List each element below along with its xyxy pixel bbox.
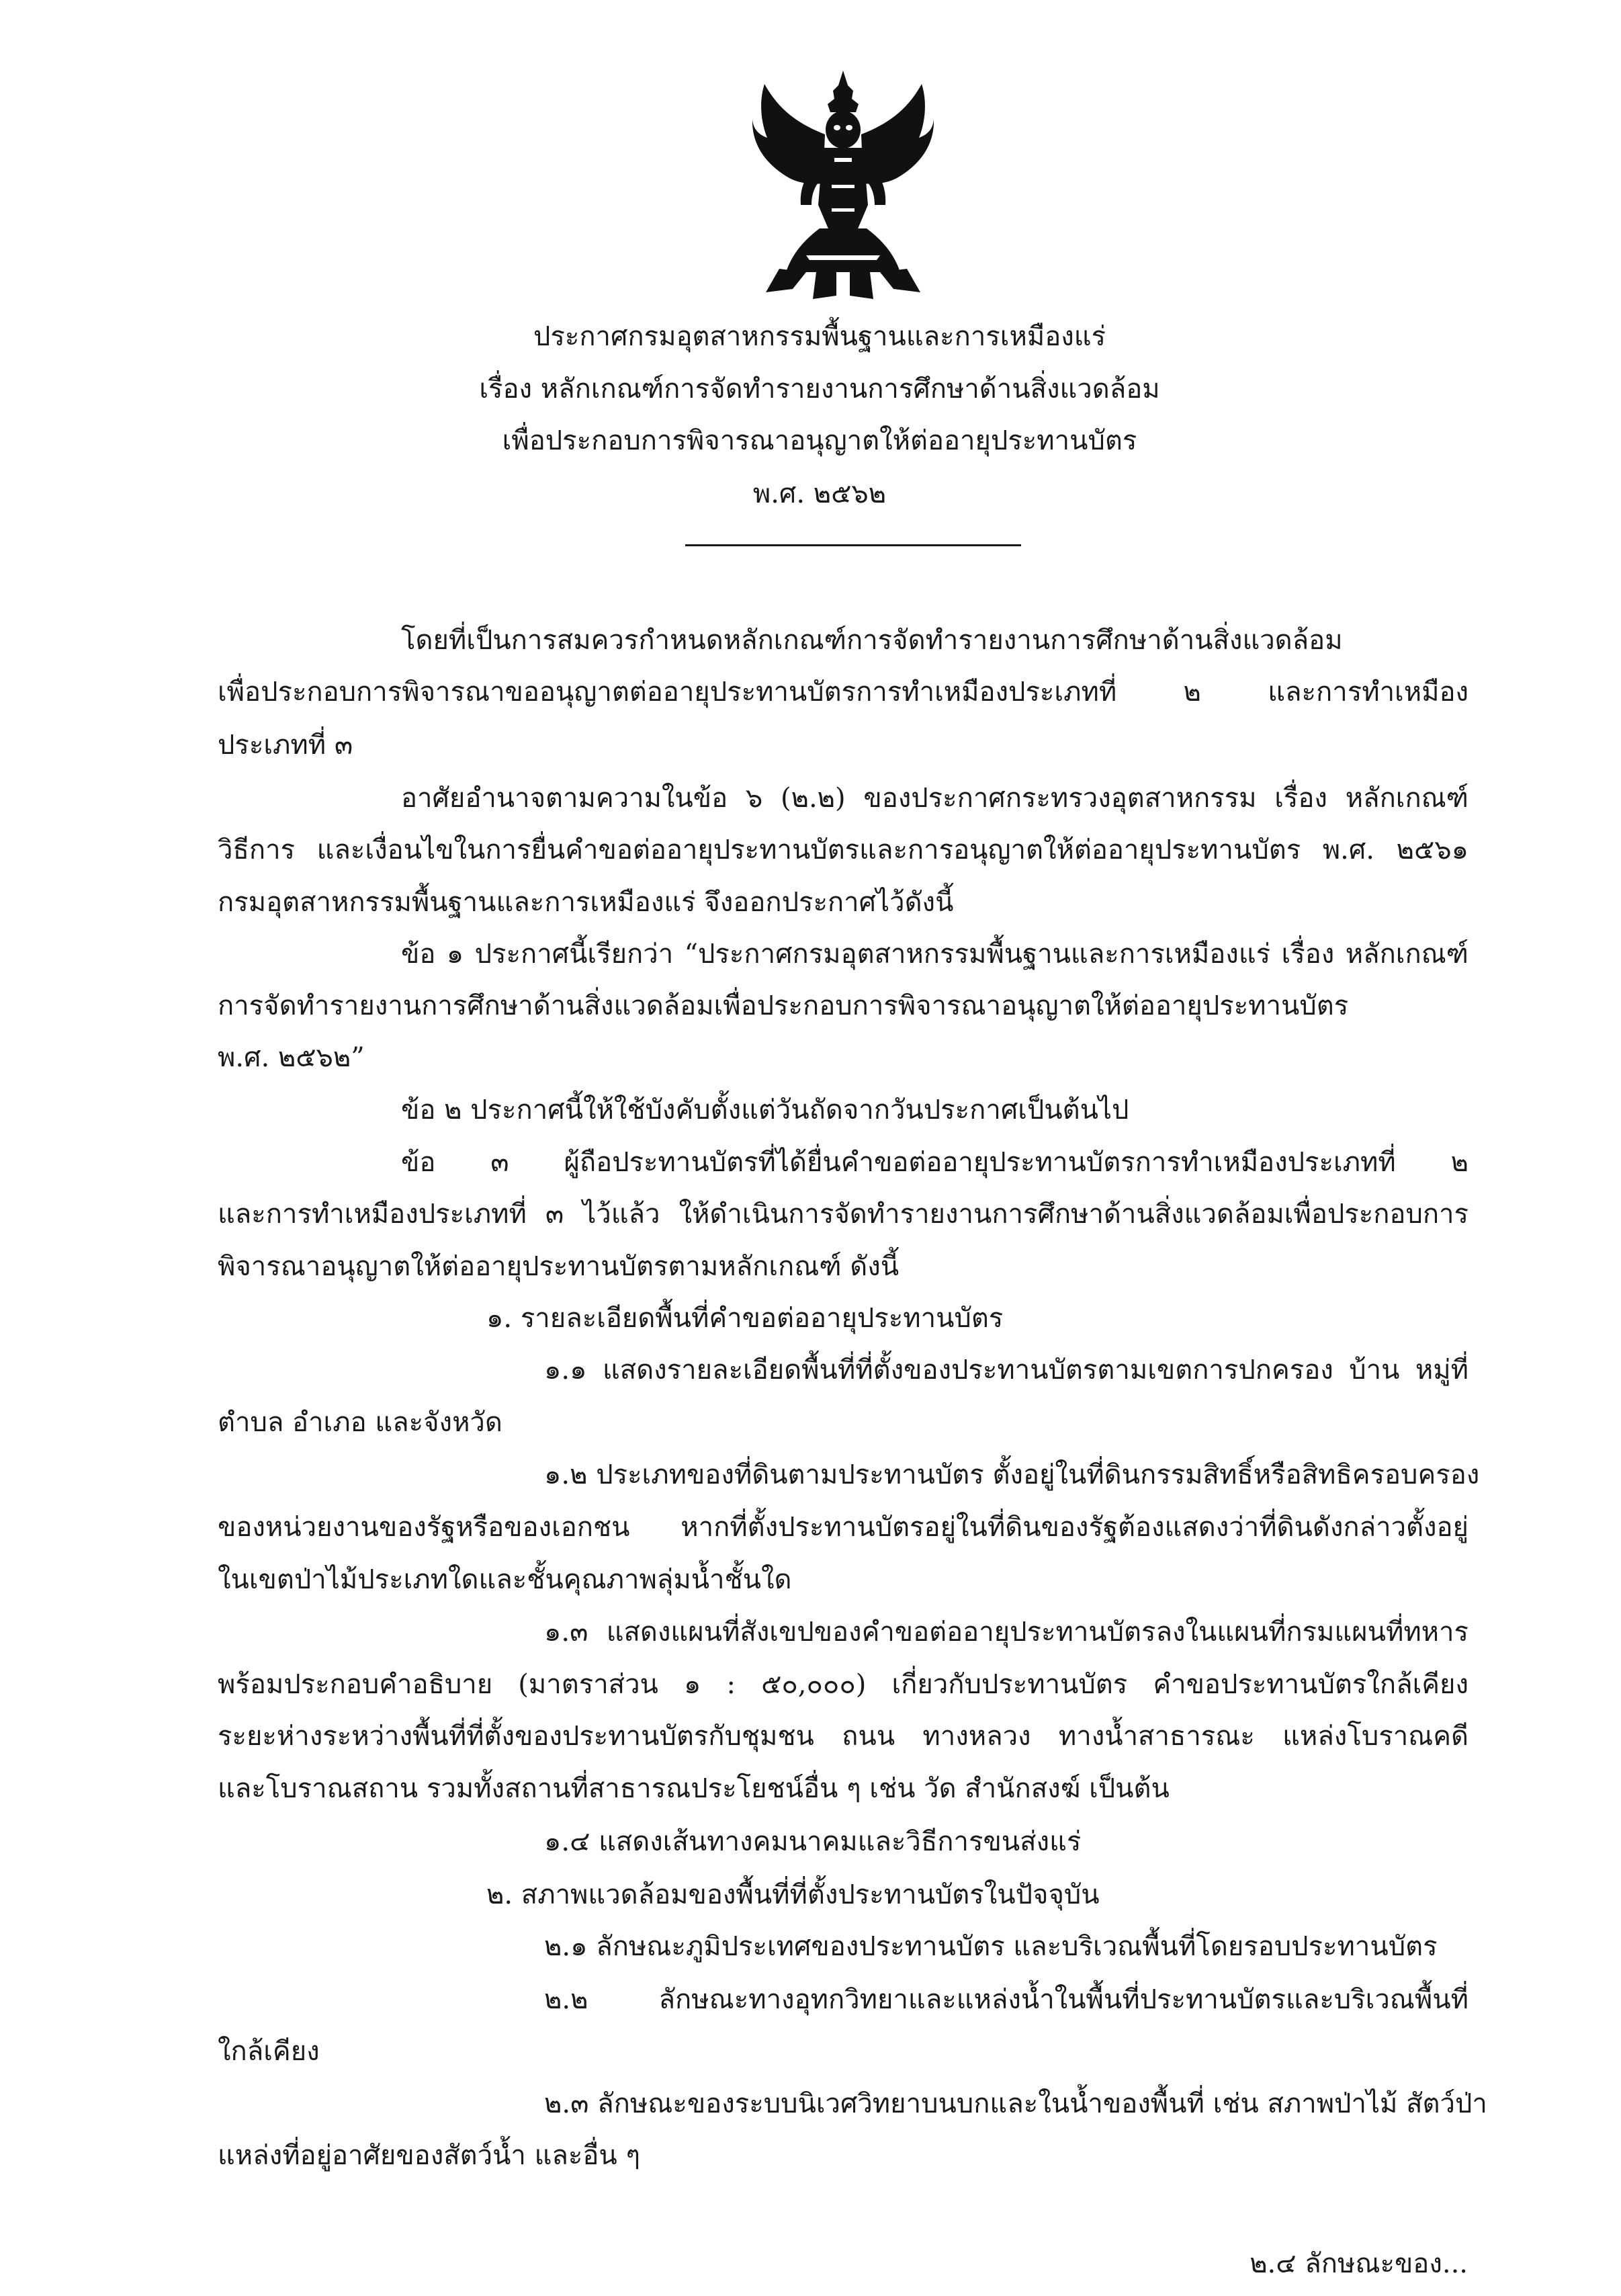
item-1-1: ๑.๑ แสดงรายละเอียดพื้นที่ที่ตั้งของประทานบัตรตามเขตการปกครอง บ้าน หมู่ที่ — [544, 1355, 1469, 1386]
announcement-year: พ.ศ. ๒๕๖๒ — [752, 478, 887, 509]
body-line: พ.ศ. ๒๕๖๒” — [218, 1042, 365, 1073]
body-line: และการทำเหมืองประเภทที่ ๓ ไว้แล้ว ให้ดำเนินการจัดทำรายงานการศึกษาด้านสิ่งแวดล้อมเพื่อประกอบการ — [218, 1199, 1469, 1230]
body-line: ของหน่วยงานของรัฐหรือของเอกชน หากที่ตั้งประทานบัตรอยู่ในที่ดินของรัฐต้องแสดงว่าที่ดินดังกล่าวตั้งอยู่ — [218, 1512, 1469, 1543]
body-line: ประเภทที่ ๓ — [218, 730, 353, 761]
announcement-subject: เรื่อง หลักเกณฑ์การจัดทำรายงานการศึกษาด้านสิ่งแวดล้อม — [479, 374, 1160, 405]
body-line: แหล่งที่อยู่อาศัยของสัตว์น้ำ และอื่น ๆ — [218, 2140, 640, 2171]
body-line: ระยะห่างระหว่างพื้นที่ที่ตั้งของประทานบัตรกับชุมชน ถนน ทางหลวง ทางน้ำสาธารณะ แหล่งโบราณคดี — [218, 1721, 1469, 1752]
garuda-emblem-icon — [752, 71, 934, 302]
clause-3: ข้อ ๓ ผู้ถือประทานบัตรที่ได้ยื่นคำขอต่ออายุประทานบัตรการทำเหมืองประเภทที่ ๒ — [401, 1147, 1469, 1178]
title-divider — [685, 544, 1021, 546]
clause-2: ข้อ ๒ ประกาศนี้ให้ใช้บังคับตั้งแต่วันถัดจากวันประกาศเป็นต้นไป — [401, 1095, 1129, 1125]
body-line: โดยที่เป็นการสมควรกำหนดหลักเกณฑ์การจัดทำรายงานการศึกษาด้านสิ่งแวดล้อม — [401, 625, 1343, 656]
item-1-4: ๑.๔ แสดงเส้นทางคมนาคมและวิธีการขนส่งแร่ — [544, 1826, 1082, 1857]
body-line: อาศัยอำนาจตามความในข้อ ๖ (๒.๒) ของประกาศกระทรวงอุตสาหกรรม เรื่อง หลักเกณฑ์ — [401, 783, 1469, 814]
clause-1: ข้อ ๑ ประกาศนี้เรียกว่า “ประกาศกรมอุตสาหกรรมพื้นฐานและการเหมืองแร่ เรื่อง หลักเกณฑ์ — [401, 939, 1469, 970]
item-2-3: ๒.๓ ลักษณะของระบบนิเวศวิทยาบนบกและในน้ำของพื้นที่ เช่น สภาพป่าไม้ สัตว์ป่า — [544, 2088, 1487, 2119]
section-2-heading: ๒. สภาพแวดล้อมของพื้นที่ที่ตั้งประทานบัตรในปัจจุบัน — [486, 1879, 1100, 1910]
body-line: ตำบล อำเภอ และจังหวัด — [218, 1407, 502, 1438]
announcement-title: ประกาศกรมอุตสาหกรรมพื้นฐานและการเหมืองแร่ — [533, 321, 1106, 352]
item-1-2: ๑.๒ ประเภทของที่ดินตามประทานบัตร ตั้งอยู่ในที่ดินกรรมสิทธิ์หรือสิทธิครอบครอง — [544, 1459, 1480, 1490]
body-line: กรมอุตสาหกรรมพื้นฐานและการเหมืองแร่ จึงออกประกาศไว้ดังนี้ — [218, 887, 954, 918]
body-line: ใกล้เคียง — [218, 2036, 320, 2067]
body-line: เพื่อประกอบการพิจารณาขออนุญาตต่ออายุประทานบัตรการทำเหมืองประเภทที่ ๒ และการทำเหมือง — [218, 677, 1469, 708]
body-line: การจัดทำรายงานการศึกษาด้านสิ่งแวดล้อมเพื่อประกอบการพิจารณาอนุญาตให้ต่ออายุประทานบัตร — [218, 990, 1349, 1021]
body-line: ในเขตป่าไม้ประเภทใดและชั้นคุณภาพลุ่มน้ำชั้นใด — [218, 1564, 792, 1595]
body-line: พิจารณาอนุญาตให้ต่ออายุประทานบัตรตามหลักเกณฑ์ ดังนี้ — [218, 1251, 900, 1282]
body-line: วิธีการ และเงื่อนไขในการยื่นคำขอต่ออายุประทานบัตรและการอนุญาตให้ต่ออายุประทานบัตร พ.ศ. ๒๕๖๑ — [218, 835, 1469, 865]
continuation-marker: ๒.๔ ลักษณะของ... — [1250, 2248, 1468, 2279]
body-line: และโบราณสถาน รวมทั้งสถานที่สาธารณประโยชน์อื่น ๆ เช่น วัด สำนักสงฆ์ เป็นต้น — [218, 1773, 1170, 1804]
item-1-3: ๑.๓ แสดงแผนที่สังเขปของคำขอต่ออายุประทานบัตรลงในแผนที่กรมแผนที่ทหาร — [544, 1617, 1469, 1648]
announcement-purpose: เพื่อประกอบการพิจารณาอนุญาตให้ต่ออายุประทานบัตร — [502, 425, 1137, 456]
section-1-heading: ๑. รายละเอียดพื้นที่คำขอต่ออายุประทานบัตร — [486, 1303, 1004, 1334]
item-2-1: ๒.๑ ลักษณะภูมิประเทศของประทานบัตร และบริเวณพื้นที่โดยรอบประทานบัตร — [544, 1931, 1438, 1962]
body-line: พร้อมประกอบคำอธิบาย (มาตราส่วน ๑ : ๕๐,๐๐๐) เกี่ยวกับประทานบัตร คำขอประทานบัตรใกล้เคียง — [218, 1669, 1469, 1700]
item-2-2: ๒.๒ ลักษณะทางอุทกวิทยาและแหล่งน้ำในพื้นที่ประทานบัตรและบริเวณพื้นที่ — [544, 1984, 1469, 2015]
